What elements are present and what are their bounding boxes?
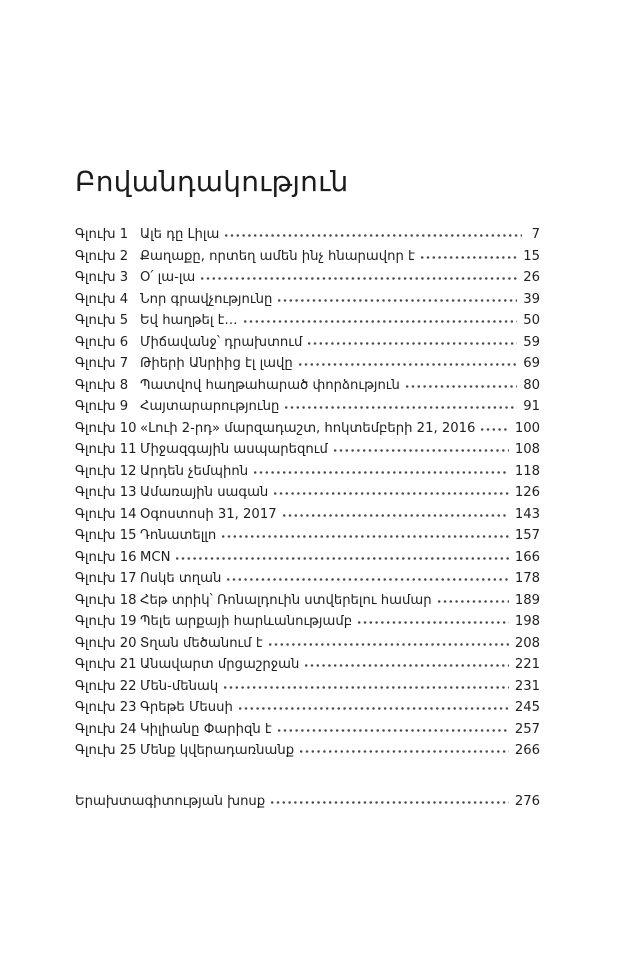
toc-entry-title: Հայտարարությունը xyxy=(140,399,280,415)
toc-entry-chapter-label: Գլուխ 25 xyxy=(75,743,137,759)
toc-entry-chapter-label: Գլուխ 23 xyxy=(75,700,137,716)
toc-entry-row xyxy=(75,482,540,504)
toc-entry-row xyxy=(75,375,540,397)
dot-leader xyxy=(438,600,509,603)
dot-leader xyxy=(300,750,509,753)
toc-entry-chapter-label: Գլուխ 2 xyxy=(75,248,129,264)
toc-entry-page-number: 245 xyxy=(514,700,540,716)
toc-entry-chapter-label: Գլուխ 6 xyxy=(75,334,129,350)
toc-entry-chapter-label: Գլուխ 3 xyxy=(75,270,129,286)
toc-entry-title: Մենք կվերադառնանք xyxy=(140,743,295,759)
toc-footer-title: Երախտագիտության խոսք xyxy=(75,793,266,809)
dot-leader xyxy=(224,686,509,689)
toc-entry-page-number: 59 xyxy=(523,334,540,350)
toc-entry-page-number: 80 xyxy=(523,377,540,393)
toc-entry-title: Միջազգային ասպարեզում xyxy=(140,442,328,458)
toc-entry-title: Ալե դը Լիլա xyxy=(140,227,220,243)
toc-entry-page-number: 157 xyxy=(514,528,540,544)
dot-leader xyxy=(227,578,509,581)
toc-entry-row xyxy=(75,267,540,289)
toc-entry-title: Ամառային սագան xyxy=(140,485,269,501)
toc-entry-row xyxy=(75,525,540,547)
toc-entry-chapter-label: Գլուխ 9 xyxy=(75,399,129,415)
toc-entry-row xyxy=(75,310,540,332)
dot-leader xyxy=(201,277,517,280)
toc-entry-page-number: 178 xyxy=(514,571,540,587)
dot-leader xyxy=(176,557,508,560)
toc-entry-title: Օգոստոսի 31, 2017 xyxy=(140,506,277,522)
toc-entry-title: Եվ հաղթել է… xyxy=(140,313,238,329)
page-title: Բովանդակություն xyxy=(75,165,349,198)
dot-leader xyxy=(271,801,509,804)
toc-entry-row xyxy=(75,590,540,612)
toc-entry-chapter-label: Գլուխ 4 xyxy=(75,291,129,307)
toc-entry-title: Կիլիանը Փարիզն է xyxy=(140,721,272,737)
toc-entry-row xyxy=(75,418,540,440)
toc-entry-chapter-label: Գլուխ 5 xyxy=(75,313,129,329)
toc-entry-page-number: 208 xyxy=(514,635,540,651)
dot-leader xyxy=(283,514,509,517)
toc-entry-page-number: 7 xyxy=(531,227,540,243)
dot-leader xyxy=(278,299,517,302)
toc-entry-title: Նոր գրավչությունը xyxy=(140,291,273,307)
dot-leader xyxy=(274,492,509,495)
toc-entry-chapter-label: Գլուխ 10 xyxy=(75,420,137,436)
toc-entry-chapter-label: Գլուխ 21 xyxy=(75,657,137,673)
dot-leader xyxy=(308,342,517,345)
dot-leader xyxy=(244,320,518,323)
dot-leader xyxy=(358,621,509,624)
toc-entry-page-number: 50 xyxy=(523,313,540,329)
dot-leader xyxy=(222,535,509,538)
dot-leader xyxy=(269,643,509,646)
toc-entry-row xyxy=(75,396,540,418)
toc-entry-chapter-label: Գլուխ 19 xyxy=(75,614,137,630)
toc-entry-page-number: 198 xyxy=(514,614,540,630)
toc-entry-page-number: 100 xyxy=(514,420,540,436)
toc-entry-row xyxy=(75,719,540,741)
toc-entry-chapter-label: Գլուխ 13 xyxy=(75,485,137,501)
toc-entry-title: Ոսկե տղան xyxy=(140,571,222,587)
toc-entry-page-number: 126 xyxy=(514,485,540,501)
toc-entry-title: MCN xyxy=(140,549,171,565)
toc-entry-row xyxy=(75,633,540,655)
toc-entry-title: «Լուի 2-րդ» մարզադաշտ, հոկտեմբերի 21, 2016 xyxy=(140,420,476,436)
toc-entry-row xyxy=(75,740,540,762)
toc-entry-row xyxy=(75,697,540,719)
dot-leader xyxy=(334,449,509,452)
dot-leader xyxy=(305,664,508,667)
toc-entry-page-number: 69 xyxy=(523,356,540,372)
toc-entry-row xyxy=(75,611,540,633)
toc-entry-row xyxy=(75,568,540,590)
toc-entry-chapter-label: Գլուխ 12 xyxy=(75,463,137,479)
toc-entry-title: Քաղաքը, որտեղ ամեն ինչ հնարավոր է xyxy=(140,248,415,264)
toc-entry-row xyxy=(75,654,540,676)
toc-entry-title: Տղան մեծանում է xyxy=(140,635,263,651)
toc-entry-title: Պատվով հաղթահարած փորձություն xyxy=(140,377,400,393)
toc-entry-row xyxy=(75,461,540,483)
toc-entry-row xyxy=(75,246,540,268)
toc-entry-chapter-label: Գլուխ 1 xyxy=(75,227,129,243)
toc-entry-chapter-label: Գլուխ 24 xyxy=(75,721,137,737)
toc-entry-title: Թիերի Անրիից էլ լավը xyxy=(140,356,293,372)
toc-entry-row xyxy=(75,332,540,354)
toc-entry-row xyxy=(75,289,540,311)
toc-entry-title: Միճավանջ՝ դրախտում xyxy=(140,334,303,350)
toc-entry-chapter-label: Գլուխ 11 xyxy=(75,442,137,458)
toc-entry-row xyxy=(75,353,540,375)
toc-entry-page-number: 257 xyxy=(514,721,540,737)
toc-entry-title: Հեթ տրիկ՝ Ռոնալդուին ստվերելու համար xyxy=(140,592,432,608)
toc-entry-row xyxy=(75,547,540,569)
toc-entry-title: Անավարտ մրցաշրջան xyxy=(140,657,300,673)
dot-leader xyxy=(278,729,509,732)
toc-entry-page-number: 143 xyxy=(514,506,540,522)
toc-entry-chapter-label: Գլուխ 8 xyxy=(75,377,129,393)
toc-entry-page-number: 221 xyxy=(514,657,540,673)
toc-entry-chapter-label: Գլուխ 17 xyxy=(75,571,137,587)
toc-entry-row xyxy=(75,676,540,698)
toc-entry-chapter-label: Գլուխ 16 xyxy=(75,549,137,565)
toc-entry-row xyxy=(75,224,540,246)
dot-leader xyxy=(254,471,509,474)
toc-entry-page-number: 108 xyxy=(514,442,540,458)
toc-entry-page-number: 26 xyxy=(523,270,540,286)
dot-leader xyxy=(299,363,517,366)
toc-entry-page-number: 266 xyxy=(514,743,540,759)
dot-leader xyxy=(285,406,517,409)
toc-entry-chapter-label: Գլուխ 18 xyxy=(75,592,137,608)
toc-entry-chapter-label: Գլուխ 14 xyxy=(75,506,137,522)
toc-entry-page-number: 166 xyxy=(514,549,540,565)
toc-footer-row xyxy=(75,791,540,813)
toc-entry-title: Արդեն չեմպիոն xyxy=(140,463,249,479)
toc-entry-title: Դոնատելլո xyxy=(140,528,217,544)
toc-entry-page-number: 91 xyxy=(523,399,540,415)
toc-entry-chapter-label: Գլուխ 15 xyxy=(75,528,137,544)
toc-entry-chapter-label: Գլուխ 22 xyxy=(75,678,137,694)
toc-entry-chapter-label: Գլուխ 7 xyxy=(75,356,129,372)
toc-entry-row xyxy=(75,504,540,526)
toc-entry-title: Գրեթե Մեսսի xyxy=(140,700,233,716)
toc-entry-page-number: 118 xyxy=(514,463,540,479)
toc-entry-page-number: 39 xyxy=(523,291,540,307)
dot-leader xyxy=(406,385,517,388)
toc-entry-page-number: 15 xyxy=(523,248,540,264)
toc-entry-page-number: 189 xyxy=(514,592,540,608)
toc-entry-row xyxy=(75,439,540,461)
toc-entry-title: Մեն-մենակ xyxy=(140,678,219,694)
dot-leader xyxy=(421,256,517,259)
dot-leader xyxy=(481,428,508,431)
toc-entry-title: Օ՛ լա-լա xyxy=(140,270,196,286)
dot-leader xyxy=(225,234,522,237)
toc-list xyxy=(75,224,540,762)
dot-leader xyxy=(239,707,509,710)
toc-entry-page-number: 231 xyxy=(514,678,540,694)
toc-entry-chapter-label: Գլուխ 20 xyxy=(75,635,137,651)
toc-entry-title: Պելե արքայի հարևանությամբ xyxy=(140,614,353,630)
toc-footer-page-number: 276 xyxy=(514,793,540,809)
